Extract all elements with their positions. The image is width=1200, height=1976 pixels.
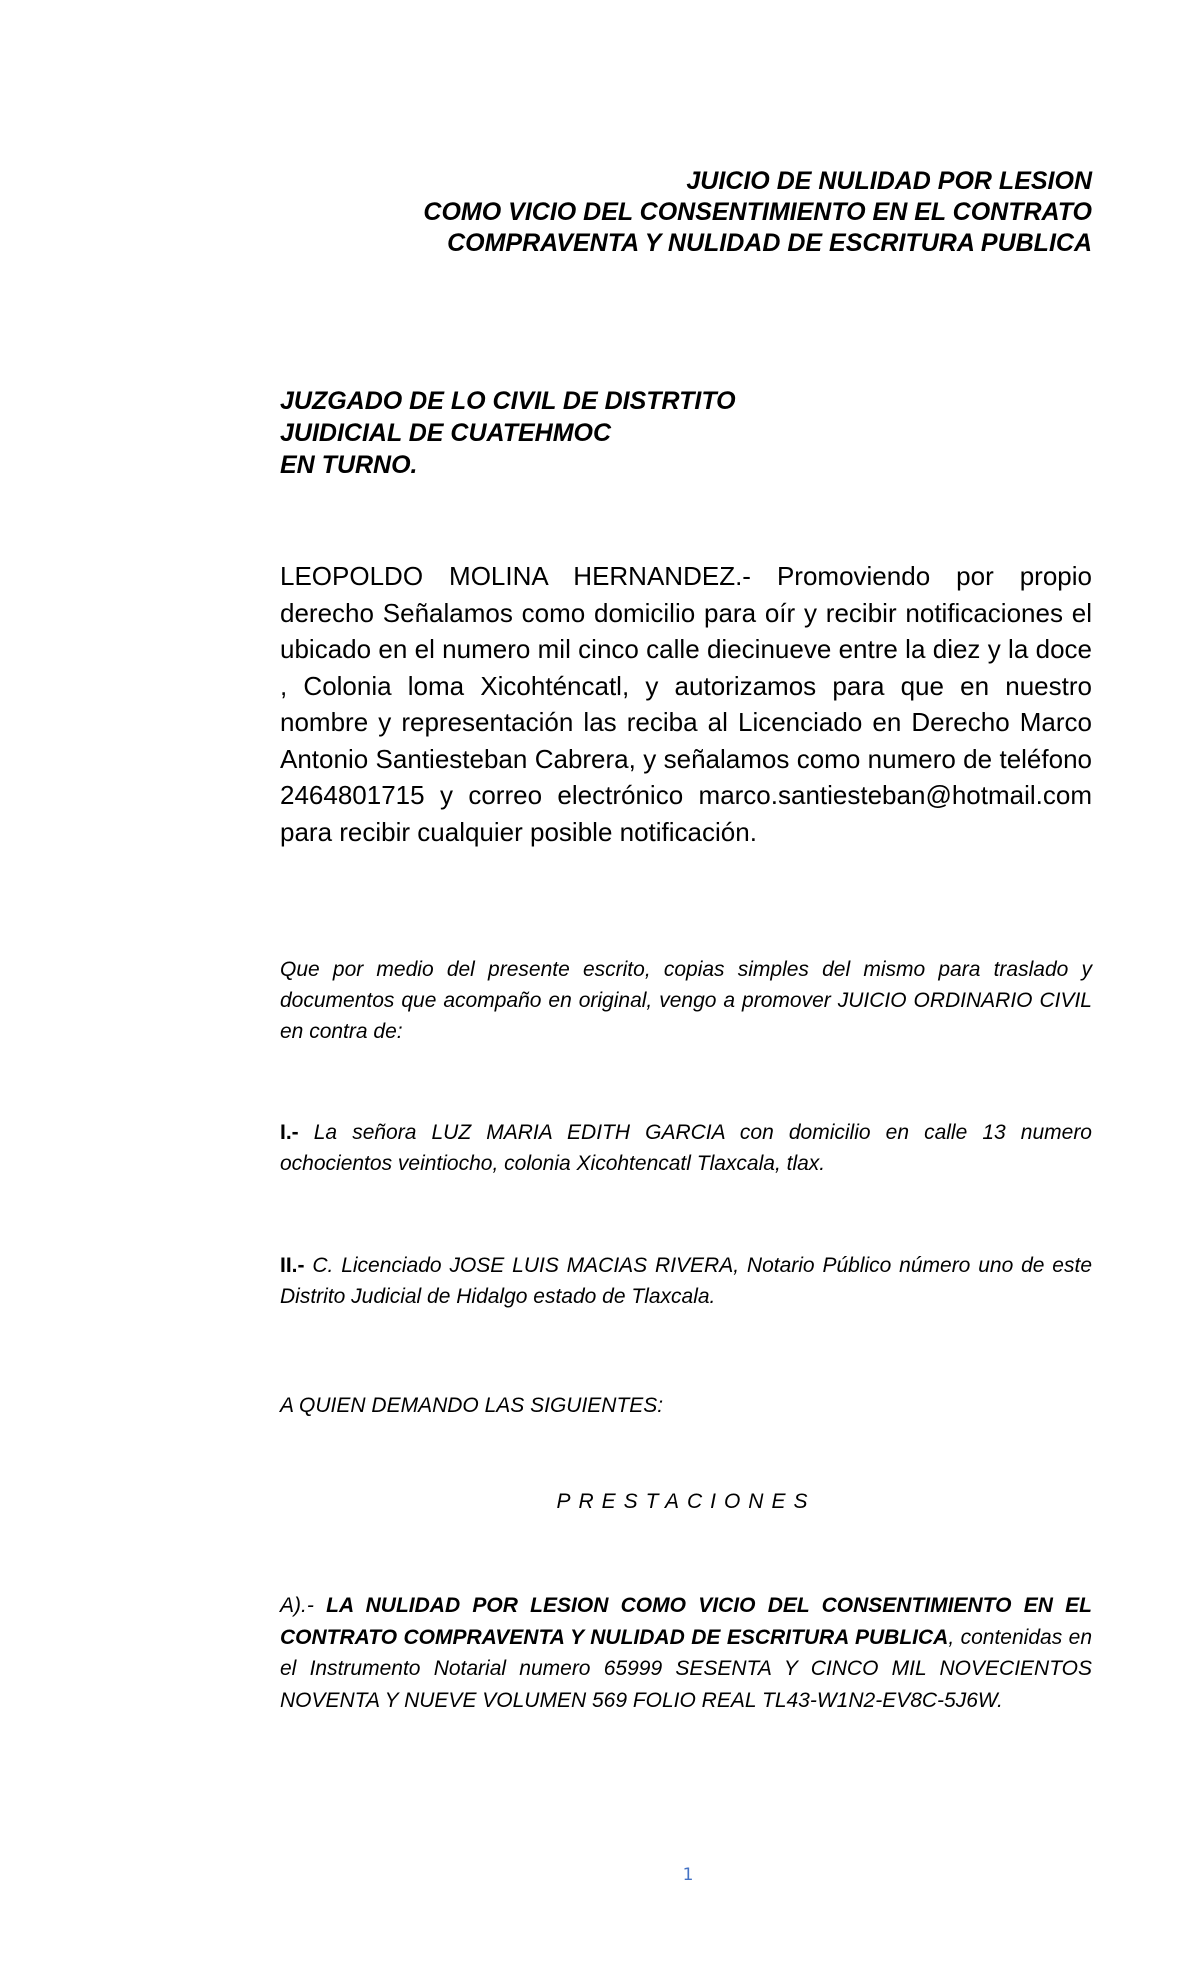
point-a-text: , contenidas en el Instrumento Notarial numero 65999 SESENTA Y CINCO MIL NOVECIENTOS NOVENTA Y NUEVE VOLUMEN 569 FOLIO REAL TL43-W1N2-EV8C-5J6W. bbox=[280, 1625, 1092, 1712]
title-line-2: COMO VICIO DEL CONSENTIMIENTO EN EL CONTRATO bbox=[423, 198, 1092, 226]
point-a-bold-text: LA NULIDAD POR LESION COMO VICIO DEL CONSENTIMIENTO EN EL CONTRATO COMPRAVENTA Y NULIDAD DE ESCRITURA PUBLICA bbox=[280, 1594, 1092, 1649]
defendant-1-paragraph bbox=[280, 1117, 1092, 1179]
defendant-2-text: C. Licenciado JOSE LUIS MACIAS RIVERA, Notario Público número uno de este Distrito Judicial de Hidalgo estado de Tlaxcala. bbox=[280, 1254, 1092, 1308]
prestaciones-heading: PRESTACIONES bbox=[556, 1490, 816, 1513]
defendant-2-label: II.- bbox=[280, 1254, 305, 1277]
demand-label: A QUIEN DEMANDO LAS SIGUIENTES: bbox=[280, 1394, 664, 1417]
point-a-label: A).- bbox=[280, 1594, 314, 1617]
point-a-paragraph bbox=[280, 1590, 1092, 1716]
court-line-1: JUZGADO DE LO CIVIL DE DISTRTITO bbox=[280, 387, 736, 415]
court-addressee bbox=[280, 385, 736, 481]
page-number: 1 bbox=[682, 1865, 694, 1885]
defendant-2-paragraph bbox=[280, 1250, 1092, 1312]
court-line-3: EN TURNO. bbox=[280, 451, 418, 479]
defendant-1-label: I.- bbox=[280, 1121, 299, 1144]
court-line-2: JUIDICIAL DE CUATEHMOC bbox=[280, 419, 612, 447]
intro-paragraph: LEOPOLDO MOLINA HERNANDEZ.- Promoviendo por propio derecho Señalamos como domicilio para oír y recibir notificaciones el ubicado en el numero mil cinco calle diecinueve entre la diez y la doce , Colonia loma Xicohténcatl, y autorizamos para que en nuestro nombre y representación las reciba al Licenciado en Derecho Marco Antonio Santiesteban Cabrera, y señalamos como numero de teléfono 2464801715 y correo electrónico marco.santiesteban@hotmail.com para recibir cualquier posible notificación. bbox=[280, 561, 1092, 847]
document-title bbox=[300, 166, 1092, 259]
defendant-1-text: La señora LUZ MARIA EDITH GARCIA con domicilio en calle 13 numero ochocientos veintiocho, colonia Xicohtencatl Tlaxcala, tlax. bbox=[280, 1121, 1092, 1175]
purpose-paragraph: Que por medio del presente escrito, copias simples del mismo para traslado y documentos que acompaño en original, vengo a promover JUICIO ORDINARIO CIVIL en contra de: bbox=[280, 958, 1092, 1043]
title-line-1: JUICIO DE NULIDAD POR LESION bbox=[686, 167, 1092, 195]
title-line-3: COMPRAVENTA Y NULIDAD DE ESCRITURA PUBLICA bbox=[447, 229, 1092, 257]
